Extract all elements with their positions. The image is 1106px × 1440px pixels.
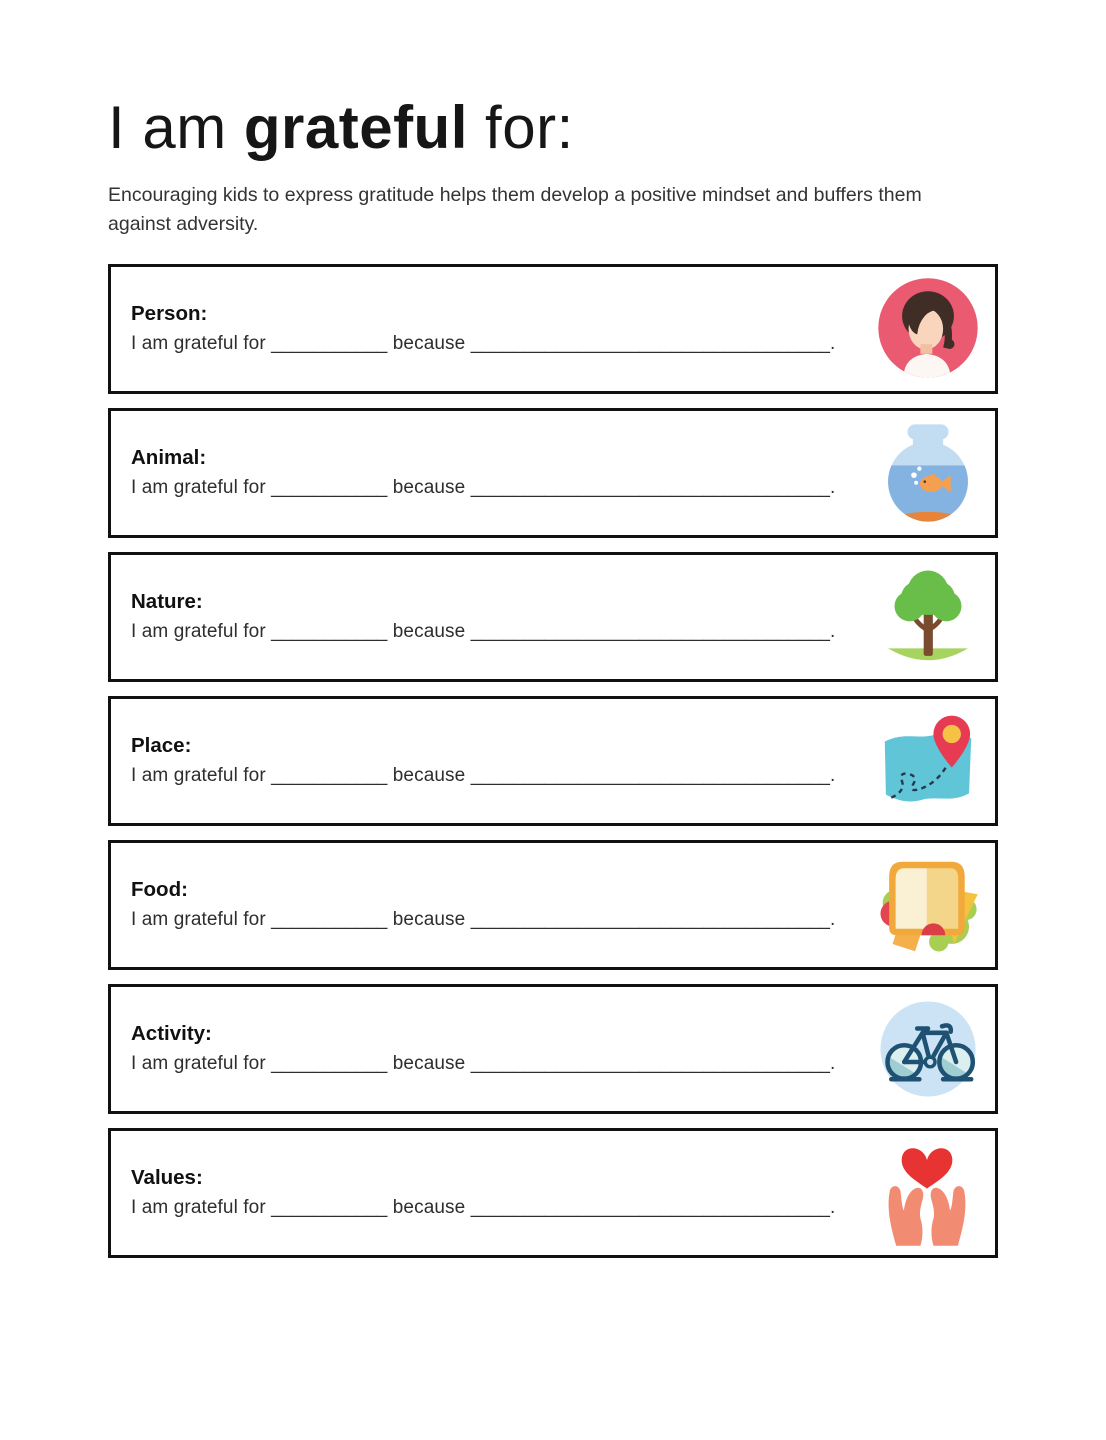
box-label: Nature: [131, 590, 203, 613]
page-title [108, 96, 998, 159]
prompt-box-food [108, 840, 998, 970]
fill-in-sentence [131, 621, 995, 643]
tree-icon [874, 562, 982, 672]
box-label: Food: [131, 878, 188, 901]
prompt-box-animal [108, 408, 998, 538]
sandwich-icon [874, 850, 982, 960]
prompt-box-list [108, 264, 998, 1258]
sentence-lead: I am grateful for [131, 765, 272, 786]
box-label: Place: [131, 734, 192, 757]
sentence-lead: I am grateful for [131, 1053, 272, 1074]
blank-short: ___________ [271, 477, 388, 498]
prompt-box-values [108, 1128, 998, 1258]
sentence-middle: because [387, 1053, 471, 1074]
box-label: Values: [131, 1166, 203, 1189]
title-prefix: I am [108, 94, 244, 161]
blank-short: ___________ [271, 765, 388, 786]
blank-long: __________________________________ [470, 333, 830, 354]
sentence-middle: because [387, 765, 471, 786]
blank-short: ___________ [271, 909, 388, 930]
bicycle-icon [874, 994, 982, 1104]
box-label: Activity: [131, 1022, 212, 1045]
blank-short: ___________ [271, 1197, 388, 1218]
fill-in-sentence [131, 477, 995, 499]
box-label: Animal: [131, 446, 207, 469]
blank-long: __________________________________ [470, 621, 830, 642]
fishbowl-icon [874, 418, 982, 528]
sentence-lead: I am grateful for [131, 909, 272, 930]
title-suffix: for: [467, 94, 574, 161]
sentence-middle: because [387, 1197, 471, 1218]
sentence-end: . [829, 1053, 836, 1074]
prompt-box-nature [108, 552, 998, 682]
prompt-box-place [108, 696, 998, 826]
map-pin-icon [874, 706, 982, 816]
page-subtitle: Encouraging kids to express gratitude helps them develop a positive mindset and buffers them against adversity. [108, 184, 922, 236]
sentence-end: . [829, 1197, 836, 1218]
sentence-lead: I am grateful for [131, 1197, 272, 1218]
sentence-lead: I am grateful for [131, 333, 272, 354]
sentence-end: . [829, 477, 836, 498]
blank-long: __________________________________ [470, 477, 830, 498]
blank-short: ___________ [271, 1053, 388, 1074]
prompt-box-person [108, 264, 998, 394]
box-label: Person: [131, 302, 208, 325]
person-avatar-icon [874, 274, 982, 384]
blank-long: __________________________________ [470, 909, 830, 930]
sentence-lead: I am grateful for [131, 477, 272, 498]
sentence-end: . [829, 621, 836, 642]
fill-in-sentence [131, 765, 995, 787]
sentence-middle: because [387, 477, 471, 498]
fill-in-sentence [131, 1053, 995, 1075]
sentence-end: . [829, 765, 836, 786]
blank-short: ___________ [271, 333, 388, 354]
title-bold-word: grateful [243, 94, 468, 161]
fill-in-sentence [131, 909, 995, 931]
blank-long: __________________________________ [470, 765, 830, 786]
fill-in-sentence [131, 333, 995, 355]
prompt-box-activity [108, 984, 998, 1114]
sentence-end: . [829, 333, 836, 354]
sentence-middle: because [387, 909, 471, 930]
sentence-middle: because [387, 333, 471, 354]
blank-short: ___________ [271, 621, 388, 642]
blank-long: __________________________________ [470, 1053, 830, 1074]
hands-heart-icon [865, 1138, 989, 1248]
sentence-end: . [829, 909, 836, 930]
sentence-middle: because [387, 621, 471, 642]
sentence-lead: I am grateful for [131, 621, 272, 642]
blank-long: __________________________________ [470, 1197, 830, 1218]
